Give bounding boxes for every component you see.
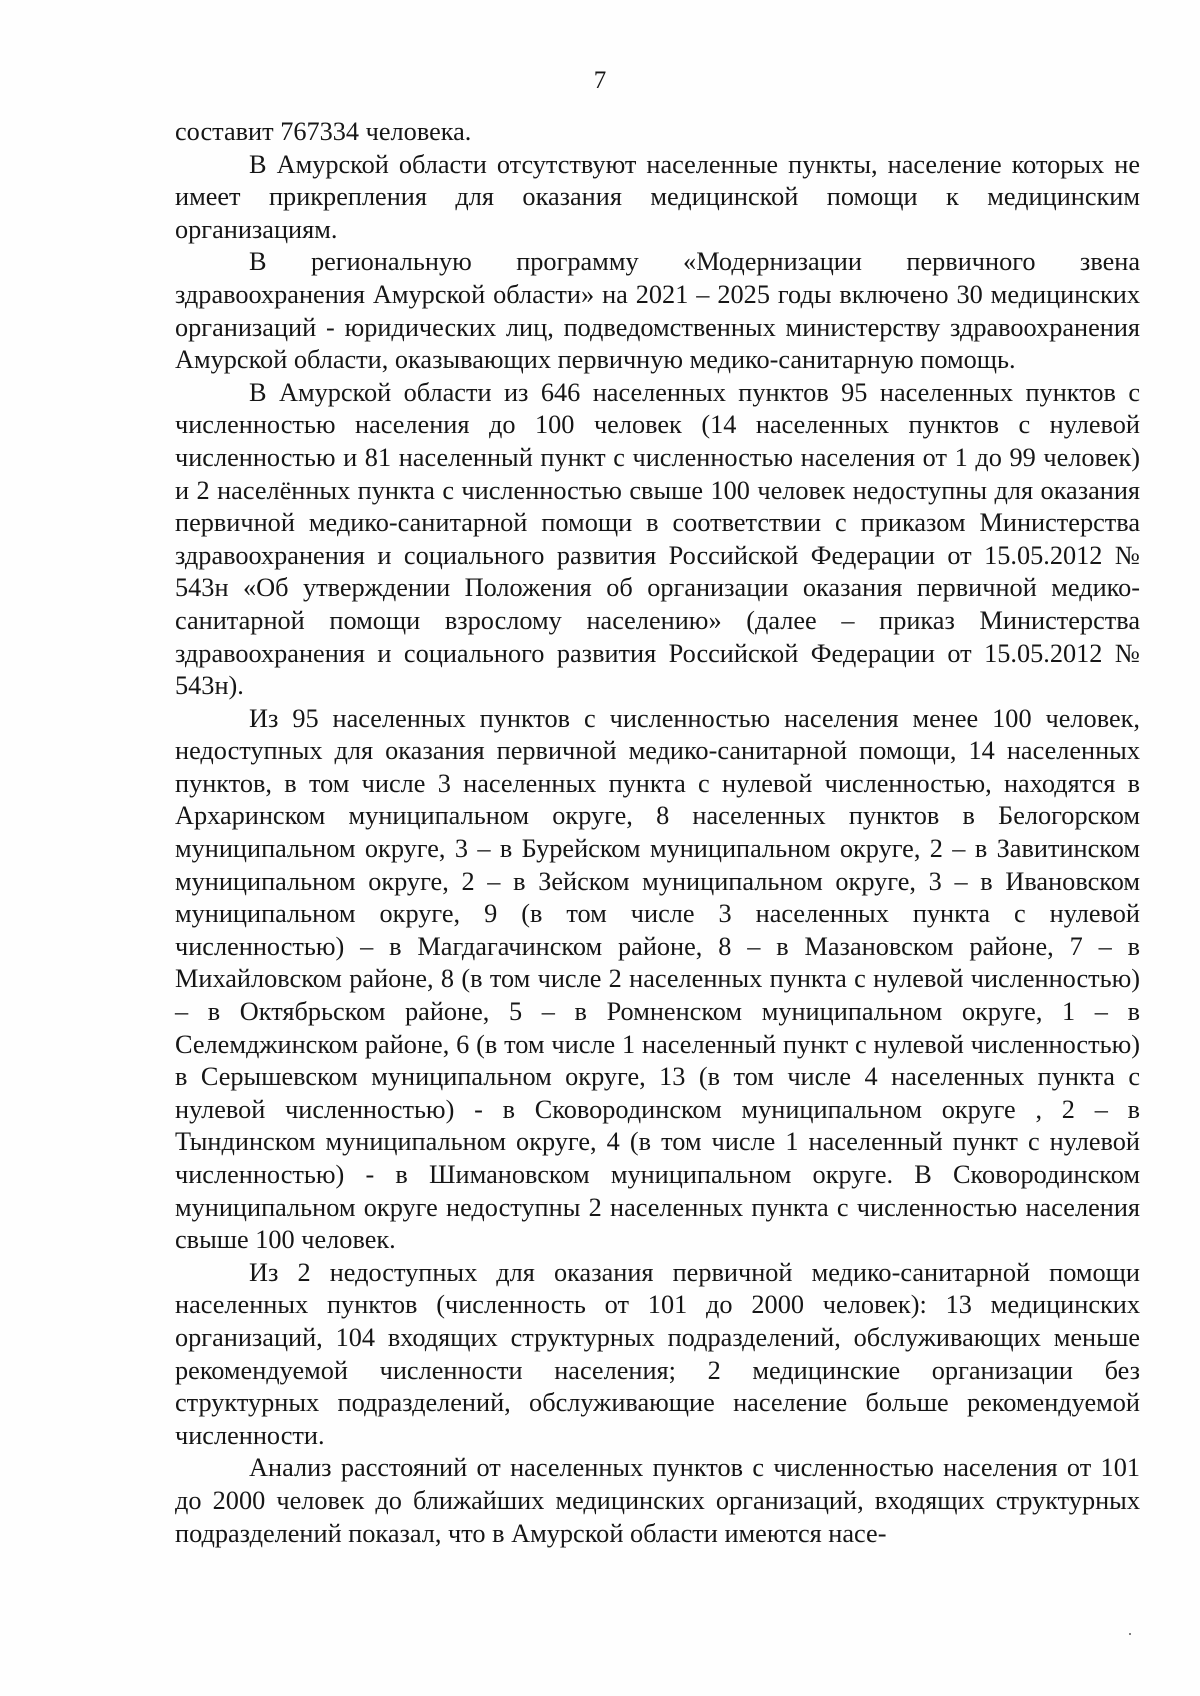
page-number: 7 (593, 67, 607, 94)
paragraph-distance-analysis: Анализ расстояний от населенных пунктов с численностью населения от 101 до 2000 человек до ближайших медицинских организаций, входящих структурных подразделений показал, что в Амурской области имеются насе- (175, 1453, 1140, 1548)
document-body (175, 116, 1140, 1550)
paragraph-attachment: В Амурской области отсутствуют населенные пункты, население которых не имеет прикрепления для оказания медицинской помощи к медицинским организациям. (175, 149, 1140, 244)
paragraph-regional-program: В региональную программу «Модернизации первичного звена здравоохранения Амурской области» на 2021 – 2025 годы включено 30 медицинских организаций - юридических лиц, подведомственных министерству здравоохранения Амурской области, оказывающих первичную медико-санитарную помощь. (175, 247, 1140, 375)
scan-speck (1129, 1633, 1131, 1635)
paragraph-continuation: составит 767334 человека. (175, 117, 472, 146)
paragraph-inaccessible-settlements: В Амурской области из 646 населенных пунктов 95 населенных пунктов с численностью населения до 100 человек (14 населенных пунктов с нулевой численностью и 81 населенный пункт с численностью населения от 1 до 99 человек) и 2 населённых пункта с численностью свыше 100 человек недоступны для оказания первичной медико-санитарной помощи в соответствии с приказом Министерства здравоохранения и социального развития Российской Федерации от 15.05.2012 № 543н «Об утверждении Положения об организации оказания первичной медико-санитарной помощи взрослому населению» (далее – приказ Министерства здравоохранения и социального развития Российской Федерации от 15.05.2012 № 543н). (175, 377, 1140, 701)
paragraph-districts-breakdown: Из 95 населенных пунктов с численностью населения менее 100 человек, недоступных для оказания первичной медико-санитарной помощи, 14 населенных пунктов, в том числе 3 населенных пункта с нулевой численностью, находятся в Архаринском муниципальном округе, 8 населенных пунктов в Белогорском муниципальном округе, 3 – в Бурейском муниципальном округе, 2 – в Завитинском муниципальном округе, 2 – в Зейском муниципальном округе, 3 – в Ивановском муниципальном округе, 9 (в том числе 3 населенных пункта с нулевой численностью) – в Магдагачинском районе, 8 – в Мазановском районе, 7 – в Михайловском районе, 8 (в том числе 2 населенных пункта с нулевой численностью) – в Октябрьском районе, 5 – в Ромненском муниципальном округе, 1 – в Селемджинском районе, 6 (в том числе 1 населенный пункт с нулевой численностью) в Серышевском муниципальном округе, 13 (в том числе 4 населенных пункта с нулевой численностью) - в Сковородинском муниципальном округе , 2 – в Тындинском муниципальном округе, 4 (в том числе 1 населенный пункт с нулевой численностью) - в Шимановском муниципальном округе. В Сковородинском муниципальном округе недоступны 2 населенных пункта с численностью населения свыше 100 человек. (175, 703, 1140, 1255)
paragraph-medical-organizations: Из 2 недоступных для оказания первичной медико-санитарной помощи населенных пунктов (численность от 101 до 2000 человек): 13 медицинских организаций, 104 входящих структурных подразделений, обслуживающих меньше рекомендуемой численности населения; 2 медицинские организации без структурных подразделений, обслуживающие население больше рекомендуемой численности. (175, 1257, 1140, 1450)
